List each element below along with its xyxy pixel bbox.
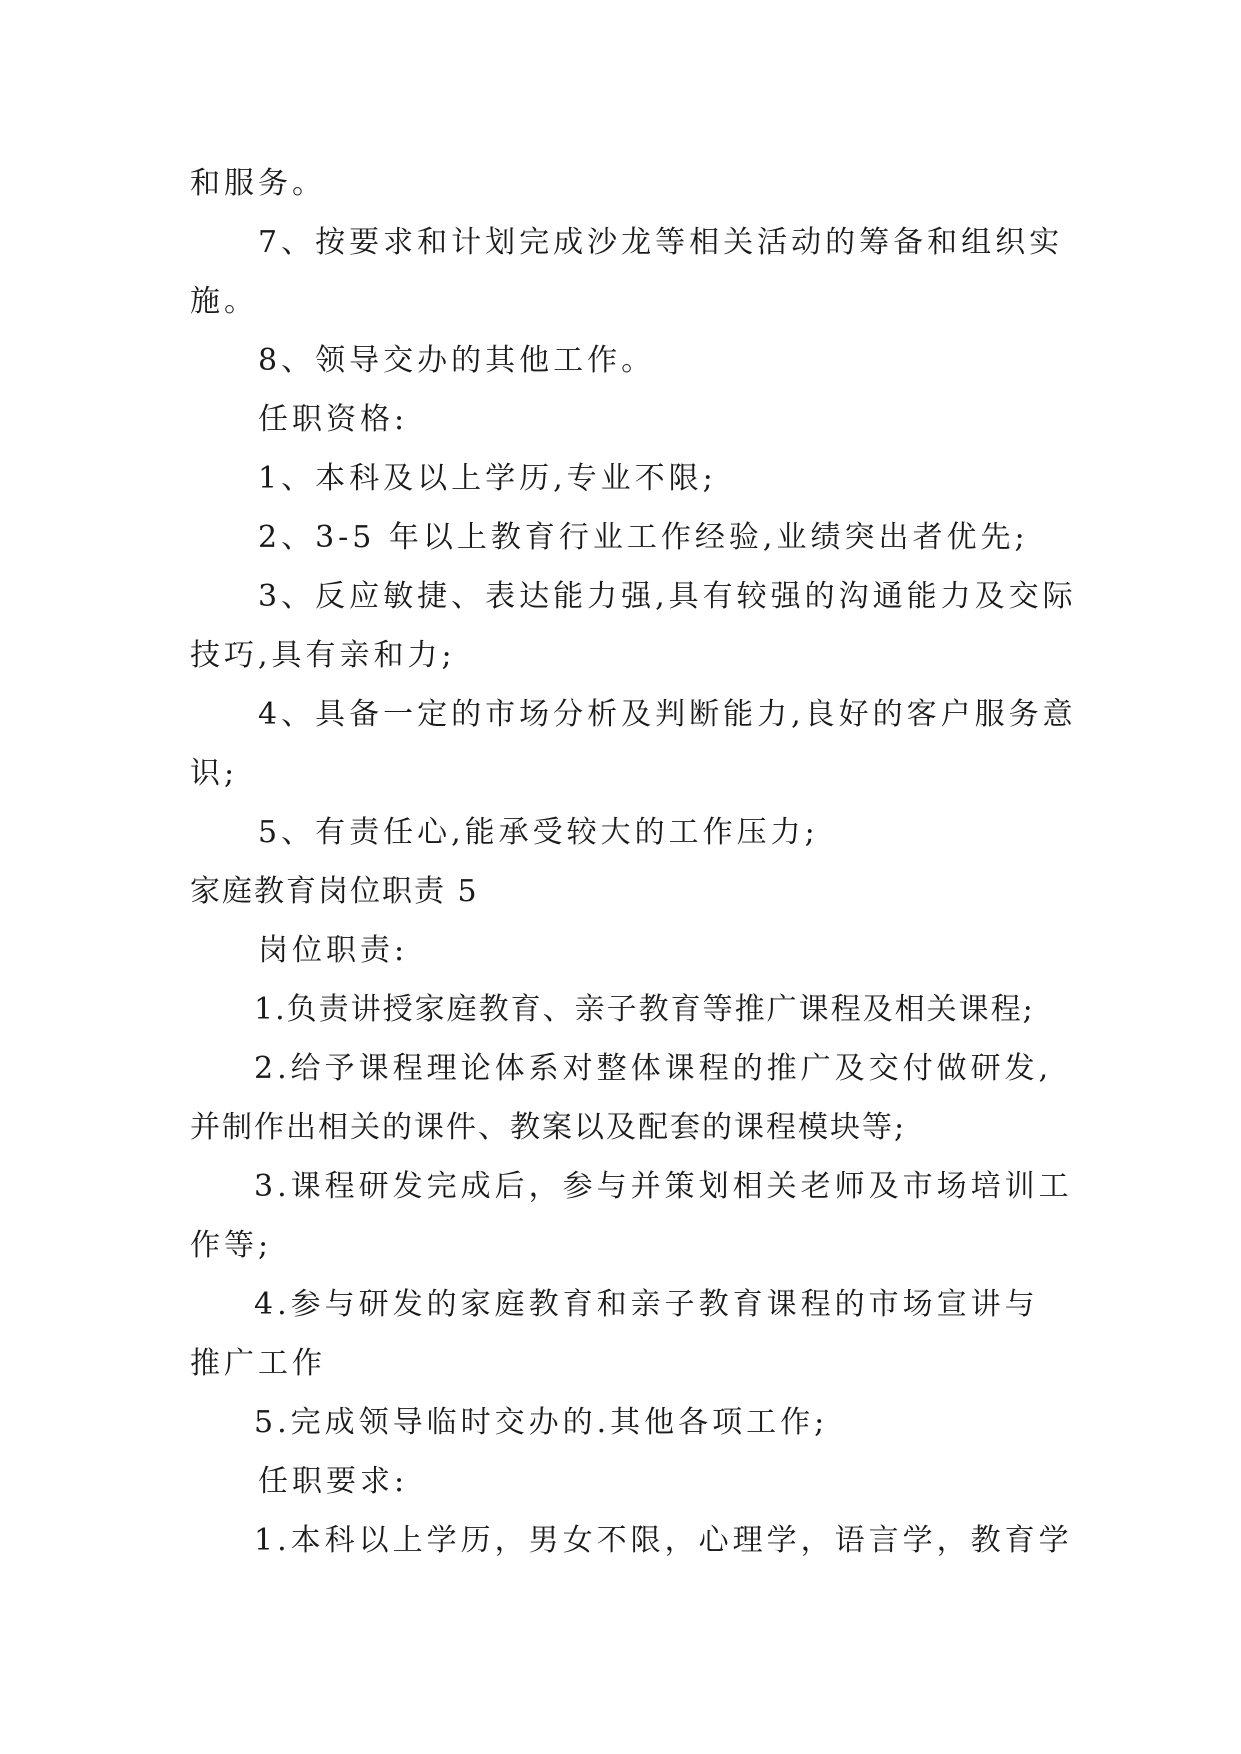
text-line: 推广工作 <box>190 1346 326 1381</box>
text-line: 识; <box>190 756 239 791</box>
text-line: 8、领导交办的其他工作。 <box>258 343 656 378</box>
text-line: 4、具备一定的市场分析及判断能力,良好的客户服务意 <box>258 697 1077 732</box>
text-line: 技巧,具有亲和力; <box>190 638 456 673</box>
section-label: 任职资格: <box>258 402 409 437</box>
text-line: 4.参与研发的家庭教育和亲子教育课程的市场宣讲与 <box>254 1287 1039 1322</box>
text-line: 5、有责任心,能承受较大的工作压力; <box>258 815 819 850</box>
text-line: 3.课程研发完成后，参与并策划相关老师及市场培训工 <box>254 1169 1073 1204</box>
text-line: 作等; <box>190 1228 273 1263</box>
text-line: 2、3-5 年以上教育行业工作经验,业绩突出者优先; <box>258 520 1029 555</box>
text-line: 5.完成领导临时交办的.其他各项工作; <box>254 1405 829 1440</box>
text-line: 3、反应敏捷、表达能力强,具有较强的沟通能力及交际 <box>258 579 1077 614</box>
text-line: 和服务。 <box>190 166 326 201</box>
text-line: 施。 <box>190 284 258 319</box>
section-heading: 家庭教育岗位职责 5 <box>190 874 479 909</box>
text-line: 1.本科以上学历，男女不限，心理学，语言学，教育学 <box>254 1523 1073 1558</box>
section-label: 任职要求: <box>258 1464 409 1499</box>
text-line: 并制作出相关的课件、教案以及配套的课程模块等; <box>190 1110 907 1145</box>
text-line: 1、本科及以上学历,专业不限; <box>258 461 717 496</box>
text-line: 1.负责讲授家庭教育、亲子教育等推广课程及相关课程; <box>254 992 1035 1027</box>
text-line: 7、按要求和计划完成沙龙等相关活动的筹备和组织实 <box>258 225 1064 260</box>
section-label: 岗位职责: <box>258 933 409 968</box>
text-line: 2.给予课程理论体系对整体课程的推广及交付做研发, <box>254 1051 1053 1086</box>
